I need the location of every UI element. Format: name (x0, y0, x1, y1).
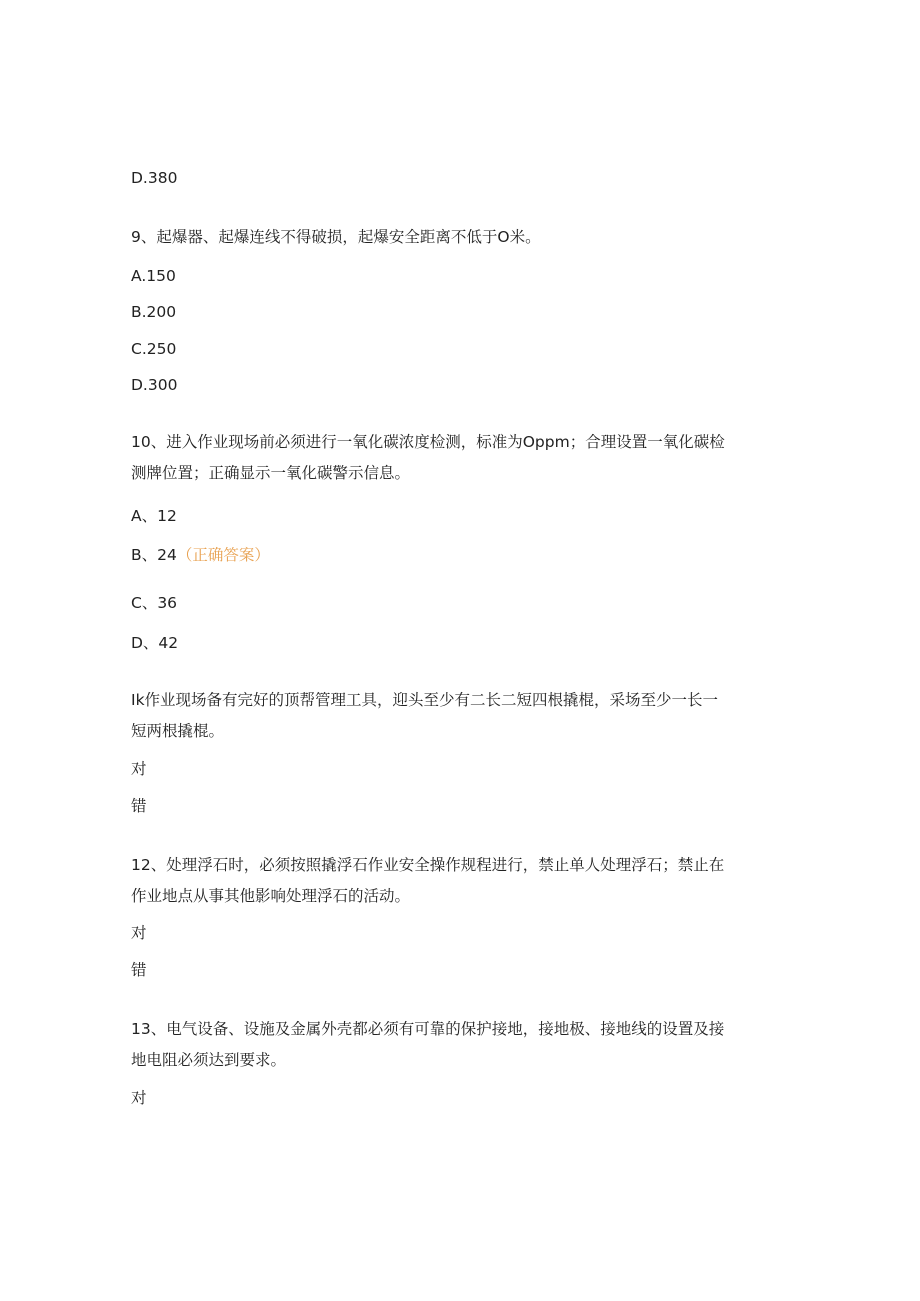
q10-option-b-label: B、24 (131, 546, 177, 564)
correct-answer-note: （正确答案） (176, 546, 270, 564)
q12-question-line2: 作业地点从事其他影响处理浮石的活动。 (131, 887, 411, 905)
q11-option-false: 错 (131, 797, 147, 815)
q11-question-line2: 短两根撬棍。 (131, 722, 225, 740)
q10-question-line2: 测牌位置；正确显示一氧化碳警示信息。 (131, 464, 411, 482)
q12-question-line1: 12、处理浮石时，必须按照撬浮石作业安全操作规程进行，禁止单人处理浮石；禁止在 (131, 856, 725, 874)
q9-option-d: D.300 (131, 376, 178, 394)
q11-question-line1: Ik作业现场备有完好的顶帮管理工具，迎头至少有二长二短四根撬棍，采场至少一长一 (131, 691, 719, 709)
q10-option-c: C、36 (131, 594, 178, 612)
q12-option-false: 错 (131, 961, 147, 979)
q13-question-line1: 13、电气设备、设施及金属外壳都必须有可靠的保护接地，接地极、接地线的设置及接 (131, 1020, 725, 1038)
q10-option-a: A、12 (131, 507, 177, 525)
q13-option-true: 对 (131, 1089, 147, 1107)
q13-question-line2: 地电阻必须达到要求。 (131, 1051, 287, 1069)
q9-option-b: B.200 (131, 303, 177, 321)
q10-option-b (131, 545, 270, 565)
q12-option-true: 对 (131, 924, 147, 942)
q10-option-d: D、42 (131, 634, 179, 652)
q9-option-a: A.150 (131, 267, 176, 285)
q8-option-d: D.380 (131, 169, 178, 187)
q10-question-line1: 10、进入作业现场前必须进行一氧化碳浓度检测，标准为Oppm；合理设置一氧化碳检 (131, 433, 725, 451)
q9-question: 9、起爆器、起爆连线不得破损，起爆安全距离不低于O米。 (131, 228, 541, 246)
q11-option-true: 对 (131, 760, 147, 778)
q9-option-c: C.250 (131, 340, 177, 358)
